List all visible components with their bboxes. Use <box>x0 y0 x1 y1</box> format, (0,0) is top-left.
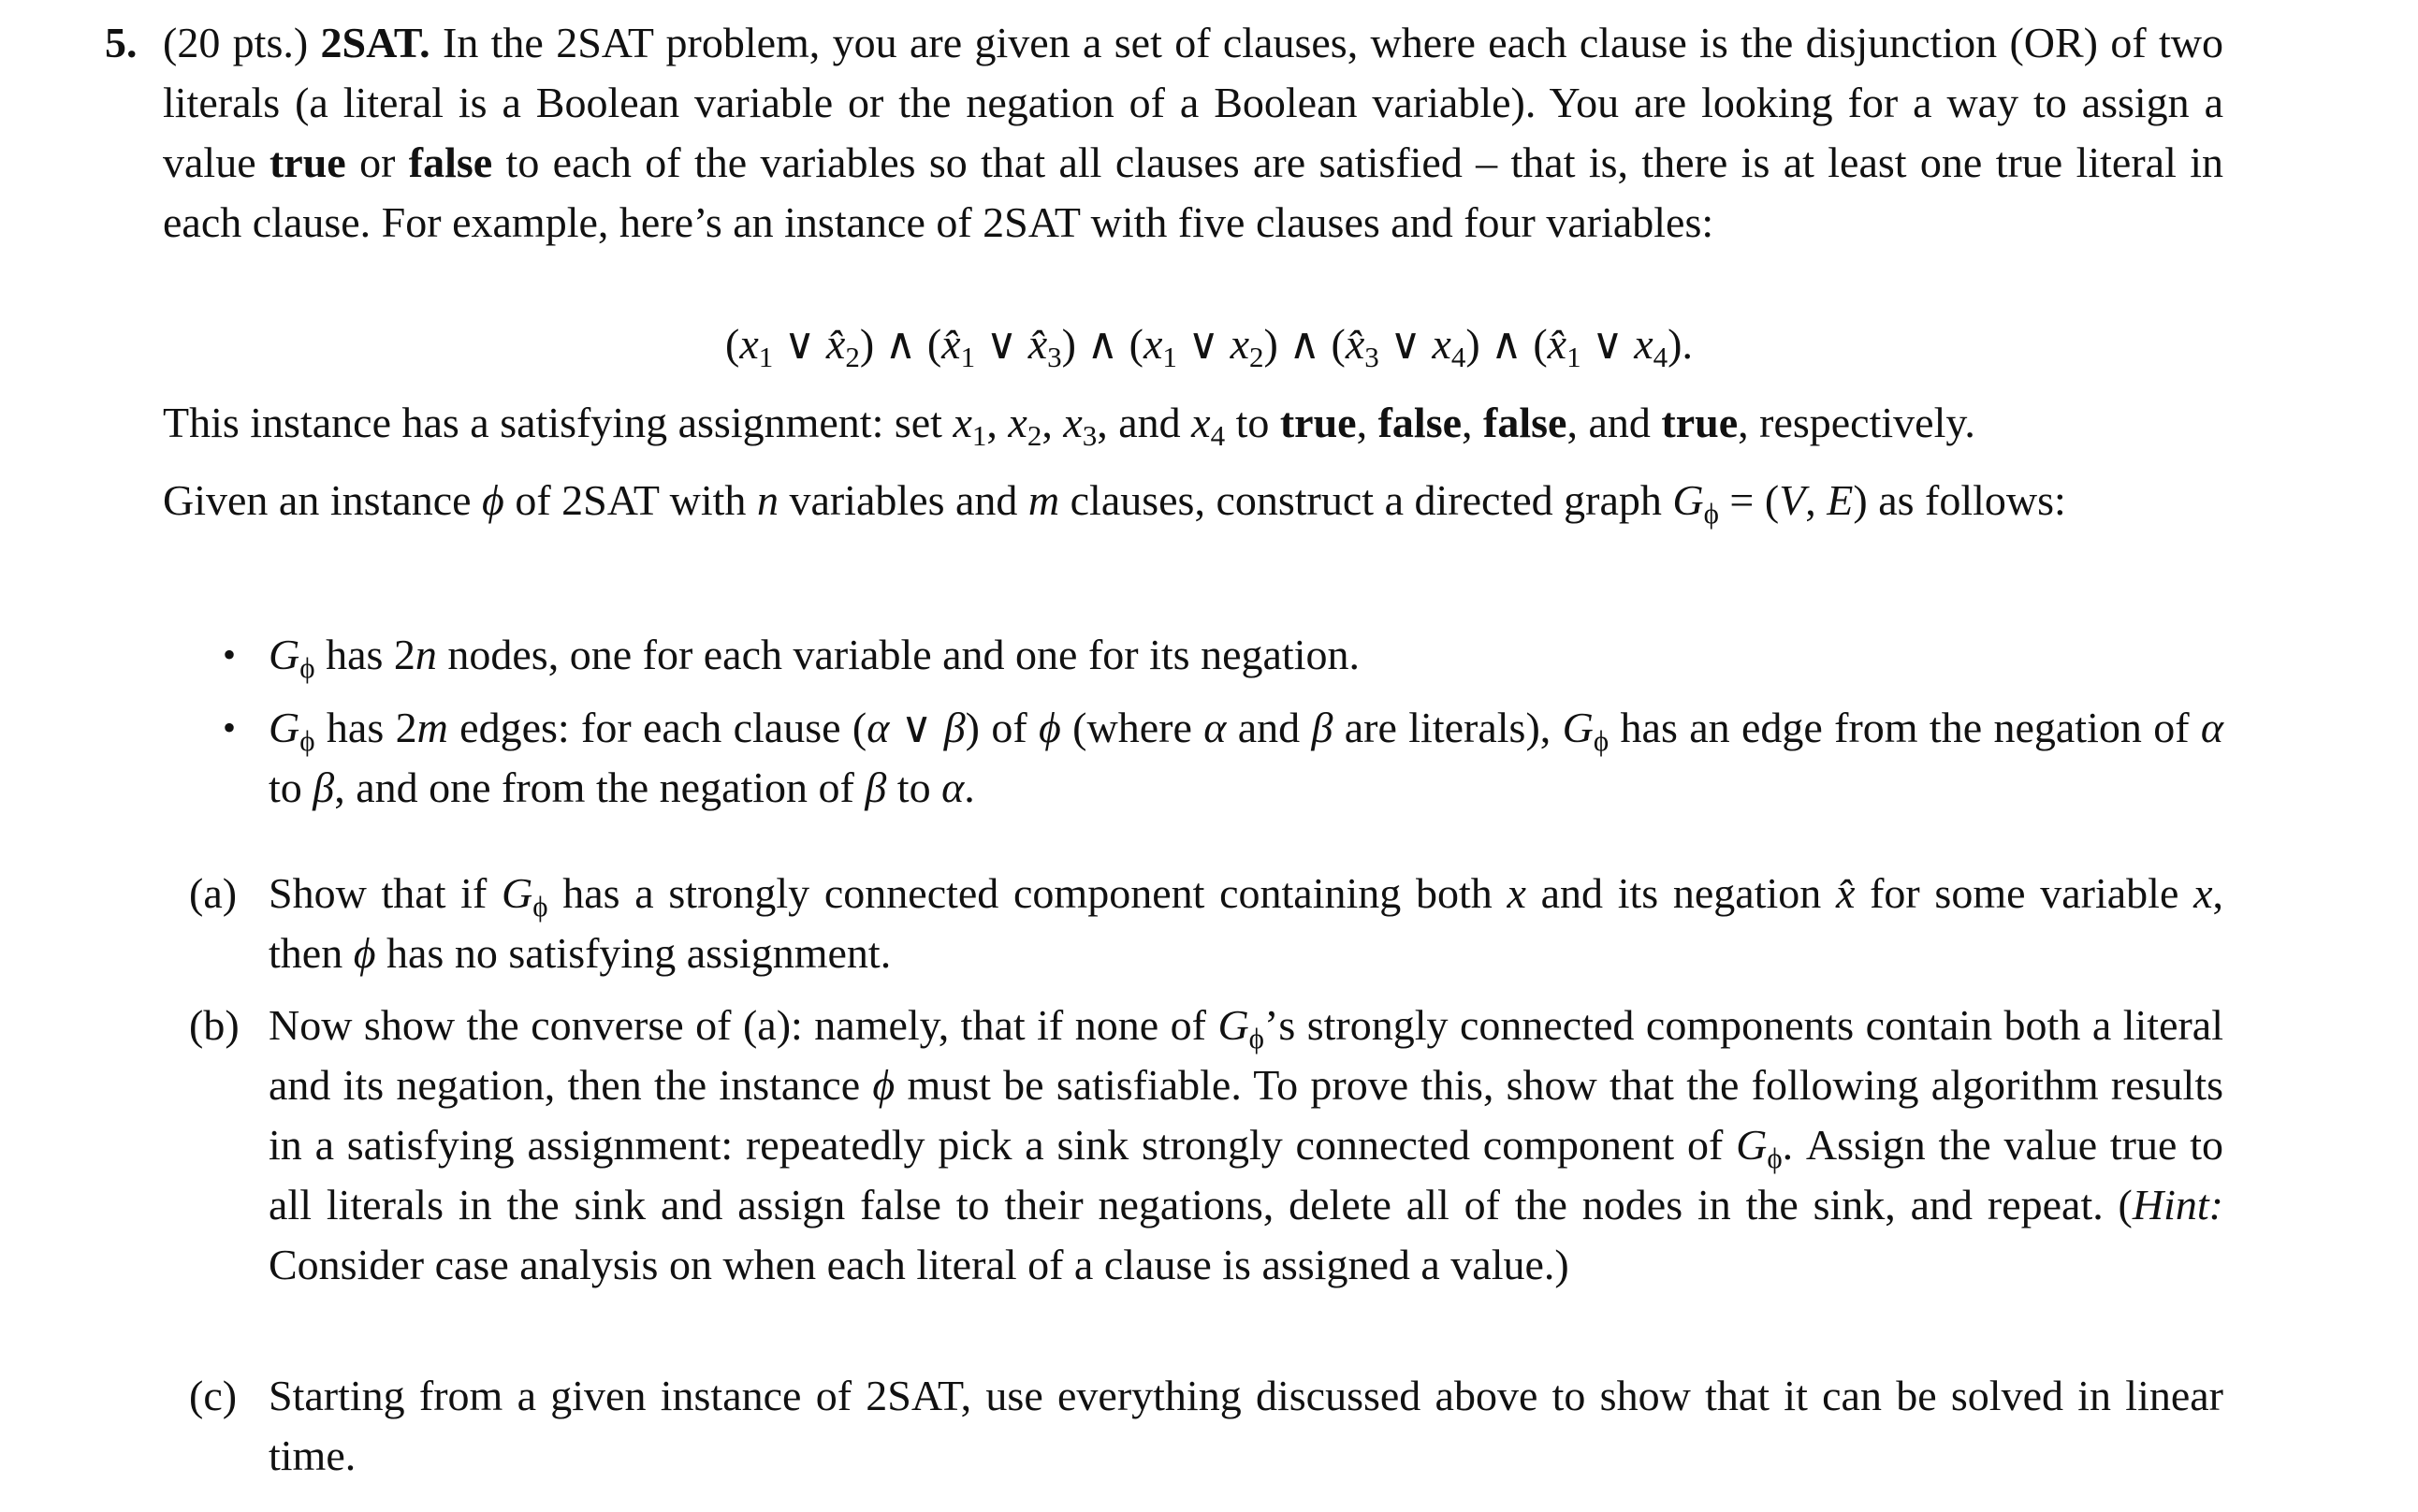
math-italic: x <box>1634 320 1653 368</box>
part-a-label: (a) <box>189 869 238 917</box>
math-italic: n <box>415 631 437 678</box>
math-italic: α <box>941 763 965 811</box>
given-paragraph <box>163 471 2223 531</box>
math-italic: x̂ <box>1345 320 1365 368</box>
math-italic: x <box>953 399 972 446</box>
math-italic: α <box>867 704 890 751</box>
math-italic: x̂ <box>941 320 961 368</box>
subscript: ϕ <box>1248 1022 1264 1054</box>
math-italic: x̂ <box>1027 320 1048 368</box>
subscript: ϕ <box>1767 1141 1783 1174</box>
part-b-text <box>269 996 2223 1295</box>
math-italic: x <box>1432 320 1451 368</box>
math-italic: ϕ <box>872 1061 896 1109</box>
text-run: to <box>886 763 942 811</box>
text-run: to each of the variables so that all clauses are satisfied – that is, there is at least one true literal in each clause. For example, here’s an instance of 2SAT with five clauses and four variables: <box>163 138 2223 246</box>
subscript: ϕ <box>1593 724 1610 757</box>
text-run: (where <box>1060 704 1204 751</box>
text-run: ∨ <box>889 704 944 751</box>
math-italic: G <box>269 704 300 751</box>
subscript: ϕ <box>532 890 548 923</box>
math-italic: α <box>2200 704 2224 751</box>
part-c-text <box>269 1366 2223 1486</box>
text-run: ∨ <box>975 320 1028 368</box>
text-run: ). <box>1668 320 1693 368</box>
bullet-edges <box>269 698 2223 818</box>
text-run: , and <box>1566 399 1662 446</box>
text-run: edges: for each clause ( <box>447 704 867 751</box>
math-italic: n <box>756 476 779 524</box>
subscript: ϕ <box>299 724 315 757</box>
math-italic: m <box>1027 476 1060 524</box>
math-italic: G <box>1562 704 1594 751</box>
text-run: , <box>1356 399 1378 446</box>
subscript: 1 <box>758 341 774 373</box>
text-run: , <box>986 399 1009 446</box>
subscript: 1 <box>1162 341 1177 373</box>
text-run: , then <box>269 869 2223 977</box>
math-italic: x <box>1063 399 1083 446</box>
text-run: ) ∧ ( <box>859 320 942 368</box>
text-run: ) ∧ ( <box>1465 320 1548 368</box>
text-run: ) of <box>965 704 1040 751</box>
text-run: , and <box>1097 399 1192 446</box>
subscript: 4 <box>1653 341 1668 373</box>
subscript: 4 <box>1450 341 1466 373</box>
bullet-marker: • <box>223 633 237 676</box>
text-run: or <box>345 138 409 186</box>
bold-text: false <box>1377 399 1463 446</box>
part-b-label: (b) <box>189 1001 240 1049</box>
math-italic: β <box>313 763 335 811</box>
text-run: ( <box>725 320 740 368</box>
text-run: (20 pts.) <box>163 19 321 66</box>
bullet-nodes <box>269 625 2223 685</box>
subscript: 2 <box>1027 419 1042 452</box>
text-run: Given an instance <box>163 476 483 524</box>
text-run: must be satisfiable. To prove this, show that the following algorithm results in a satisfying assignment: repeatedly pick a sink strongly connected component of <box>269 1061 2223 1169</box>
assignment-paragraph <box>163 393 2223 453</box>
math-italic: ϕ <box>482 476 504 524</box>
text-run: are literals), <box>1333 704 1563 751</box>
part-c-label: (c) <box>189 1372 238 1419</box>
bullet-marker: • <box>223 706 237 749</box>
bold-text: true <box>269 138 346 186</box>
math-italic: ϕ <box>1039 704 1061 751</box>
math-italic: x <box>1230 320 1249 368</box>
problem-number: 5. <box>105 19 138 66</box>
subscript: 1 <box>1566 341 1581 373</box>
subscript: 4 <box>1210 419 1226 452</box>
subscript: 3 <box>1364 341 1379 373</box>
text-run: variables and <box>778 476 1028 524</box>
text-run: Now show the converse of (a): namely, that if none of <box>269 1001 1218 1049</box>
subscript: 1 <box>971 419 987 452</box>
math-italic: Hint: <box>2132 1181 2223 1228</box>
text-run: . <box>964 763 975 811</box>
math-italic: G <box>1736 1121 1768 1169</box>
text-run: = ( <box>1718 476 1780 524</box>
text-run: ∨ <box>1378 320 1433 368</box>
intro-paragraph <box>163 13 2223 253</box>
text-run: ’s strongly connected components contain both a literal and its negation, then the instance <box>269 1001 2223 1109</box>
text-run: has 2 <box>314 704 417 751</box>
math-italic: β <box>943 704 966 751</box>
text-run: and <box>1226 704 1312 751</box>
math-italic: x̂ <box>1835 869 1856 917</box>
text-run: This instance has a satisfying assignment: set <box>163 399 954 446</box>
math-italic: G <box>501 869 533 917</box>
text-run: has no satisfying assignment. <box>375 929 892 977</box>
math-italic: x <box>1143 320 1163 368</box>
text-run: ∨ <box>773 320 826 368</box>
bold-text: false <box>408 138 493 186</box>
bold-text: 2SAT. <box>320 19 430 66</box>
text-run: , <box>1805 476 1828 524</box>
bold-text: true <box>1661 399 1739 446</box>
math-italic: α <box>1203 704 1227 751</box>
text-run: has an edge from the negation of <box>1609 704 2201 751</box>
math-italic: G <box>269 631 300 678</box>
text-run: to <box>269 763 313 811</box>
text-run: , respectively. <box>1738 399 1975 446</box>
text-run: . Assign the value true to all literals in the sink and assign false to their negations, delete all of the nodes in the sink, and repeat. ( <box>269 1121 2223 1228</box>
math-italic: m <box>416 704 448 751</box>
math-italic: x̂ <box>825 320 846 368</box>
part-a-text <box>269 864 2223 983</box>
text-run: and its negation <box>1525 869 1836 917</box>
text-run: Consider case analysis on when each literal of a clause is assigned a value.) <box>269 1241 1569 1288</box>
math-italic: G <box>1672 476 1704 524</box>
text-run: ∨ <box>1176 320 1231 368</box>
text-run: ) ∧ ( <box>1263 320 1346 368</box>
math-italic: x <box>739 320 759 368</box>
subscript: 3 <box>1047 341 1062 373</box>
text-run: Show that if <box>269 869 502 917</box>
text-run: ) ∧ ( <box>1061 320 1143 368</box>
text-run: ∨ <box>1580 320 1635 368</box>
math-italic: x <box>1008 399 1027 446</box>
math-italic: G <box>1217 1001 1249 1049</box>
bold-text: true <box>1279 399 1357 446</box>
math-italic: x <box>1507 869 1526 917</box>
text-run: Starting from a given instance of 2SAT, use everything discussed above to show that it can be solved in linear time. <box>269 1372 2223 1479</box>
math-italic: x <box>1191 399 1211 446</box>
subscript: 2 <box>1249 341 1264 373</box>
subscript: ϕ <box>299 651 315 684</box>
math-italic: β <box>1311 704 1333 751</box>
text-run: has 2 <box>314 631 415 678</box>
math-italic: V <box>1779 476 1806 524</box>
subscript: ϕ <box>1703 497 1719 530</box>
math-italic: x̂ <box>1547 320 1567 368</box>
text-run: has a strongly connected component containing both <box>547 869 1508 917</box>
example-formula <box>0 314 2418 374</box>
math-italic: ϕ <box>353 929 376 977</box>
math-italic: x <box>2193 869 2213 917</box>
text-run: for some variable <box>1855 869 2194 917</box>
text-run: , <box>1462 399 1484 446</box>
subscript: 3 <box>1082 419 1098 452</box>
text-run: , and one from the negation of <box>334 763 866 811</box>
text-run: In the 2SAT problem, you are given a set of clauses, where each clause is the disjunction (OR) of two literals (a literal is a Boolean variable or the negation of a Boolean variable). You are looking for a way to assign a value <box>163 19 2223 186</box>
subscript: 1 <box>960 341 976 373</box>
text-run: of 2SAT with <box>503 476 757 524</box>
math-italic: E <box>1827 476 1854 524</box>
text-run: nodes, one for each variable and one for its negation. <box>436 631 1360 678</box>
math-italic: β <box>865 763 887 811</box>
bold-text: false <box>1483 399 1567 446</box>
text-run: to <box>1225 399 1280 446</box>
text-run: clauses, construct a directed graph <box>1059 476 1673 524</box>
text-run: , <box>1041 399 1064 446</box>
text-run: ) as follows: <box>1853 476 2066 524</box>
subscript: 2 <box>845 341 860 373</box>
